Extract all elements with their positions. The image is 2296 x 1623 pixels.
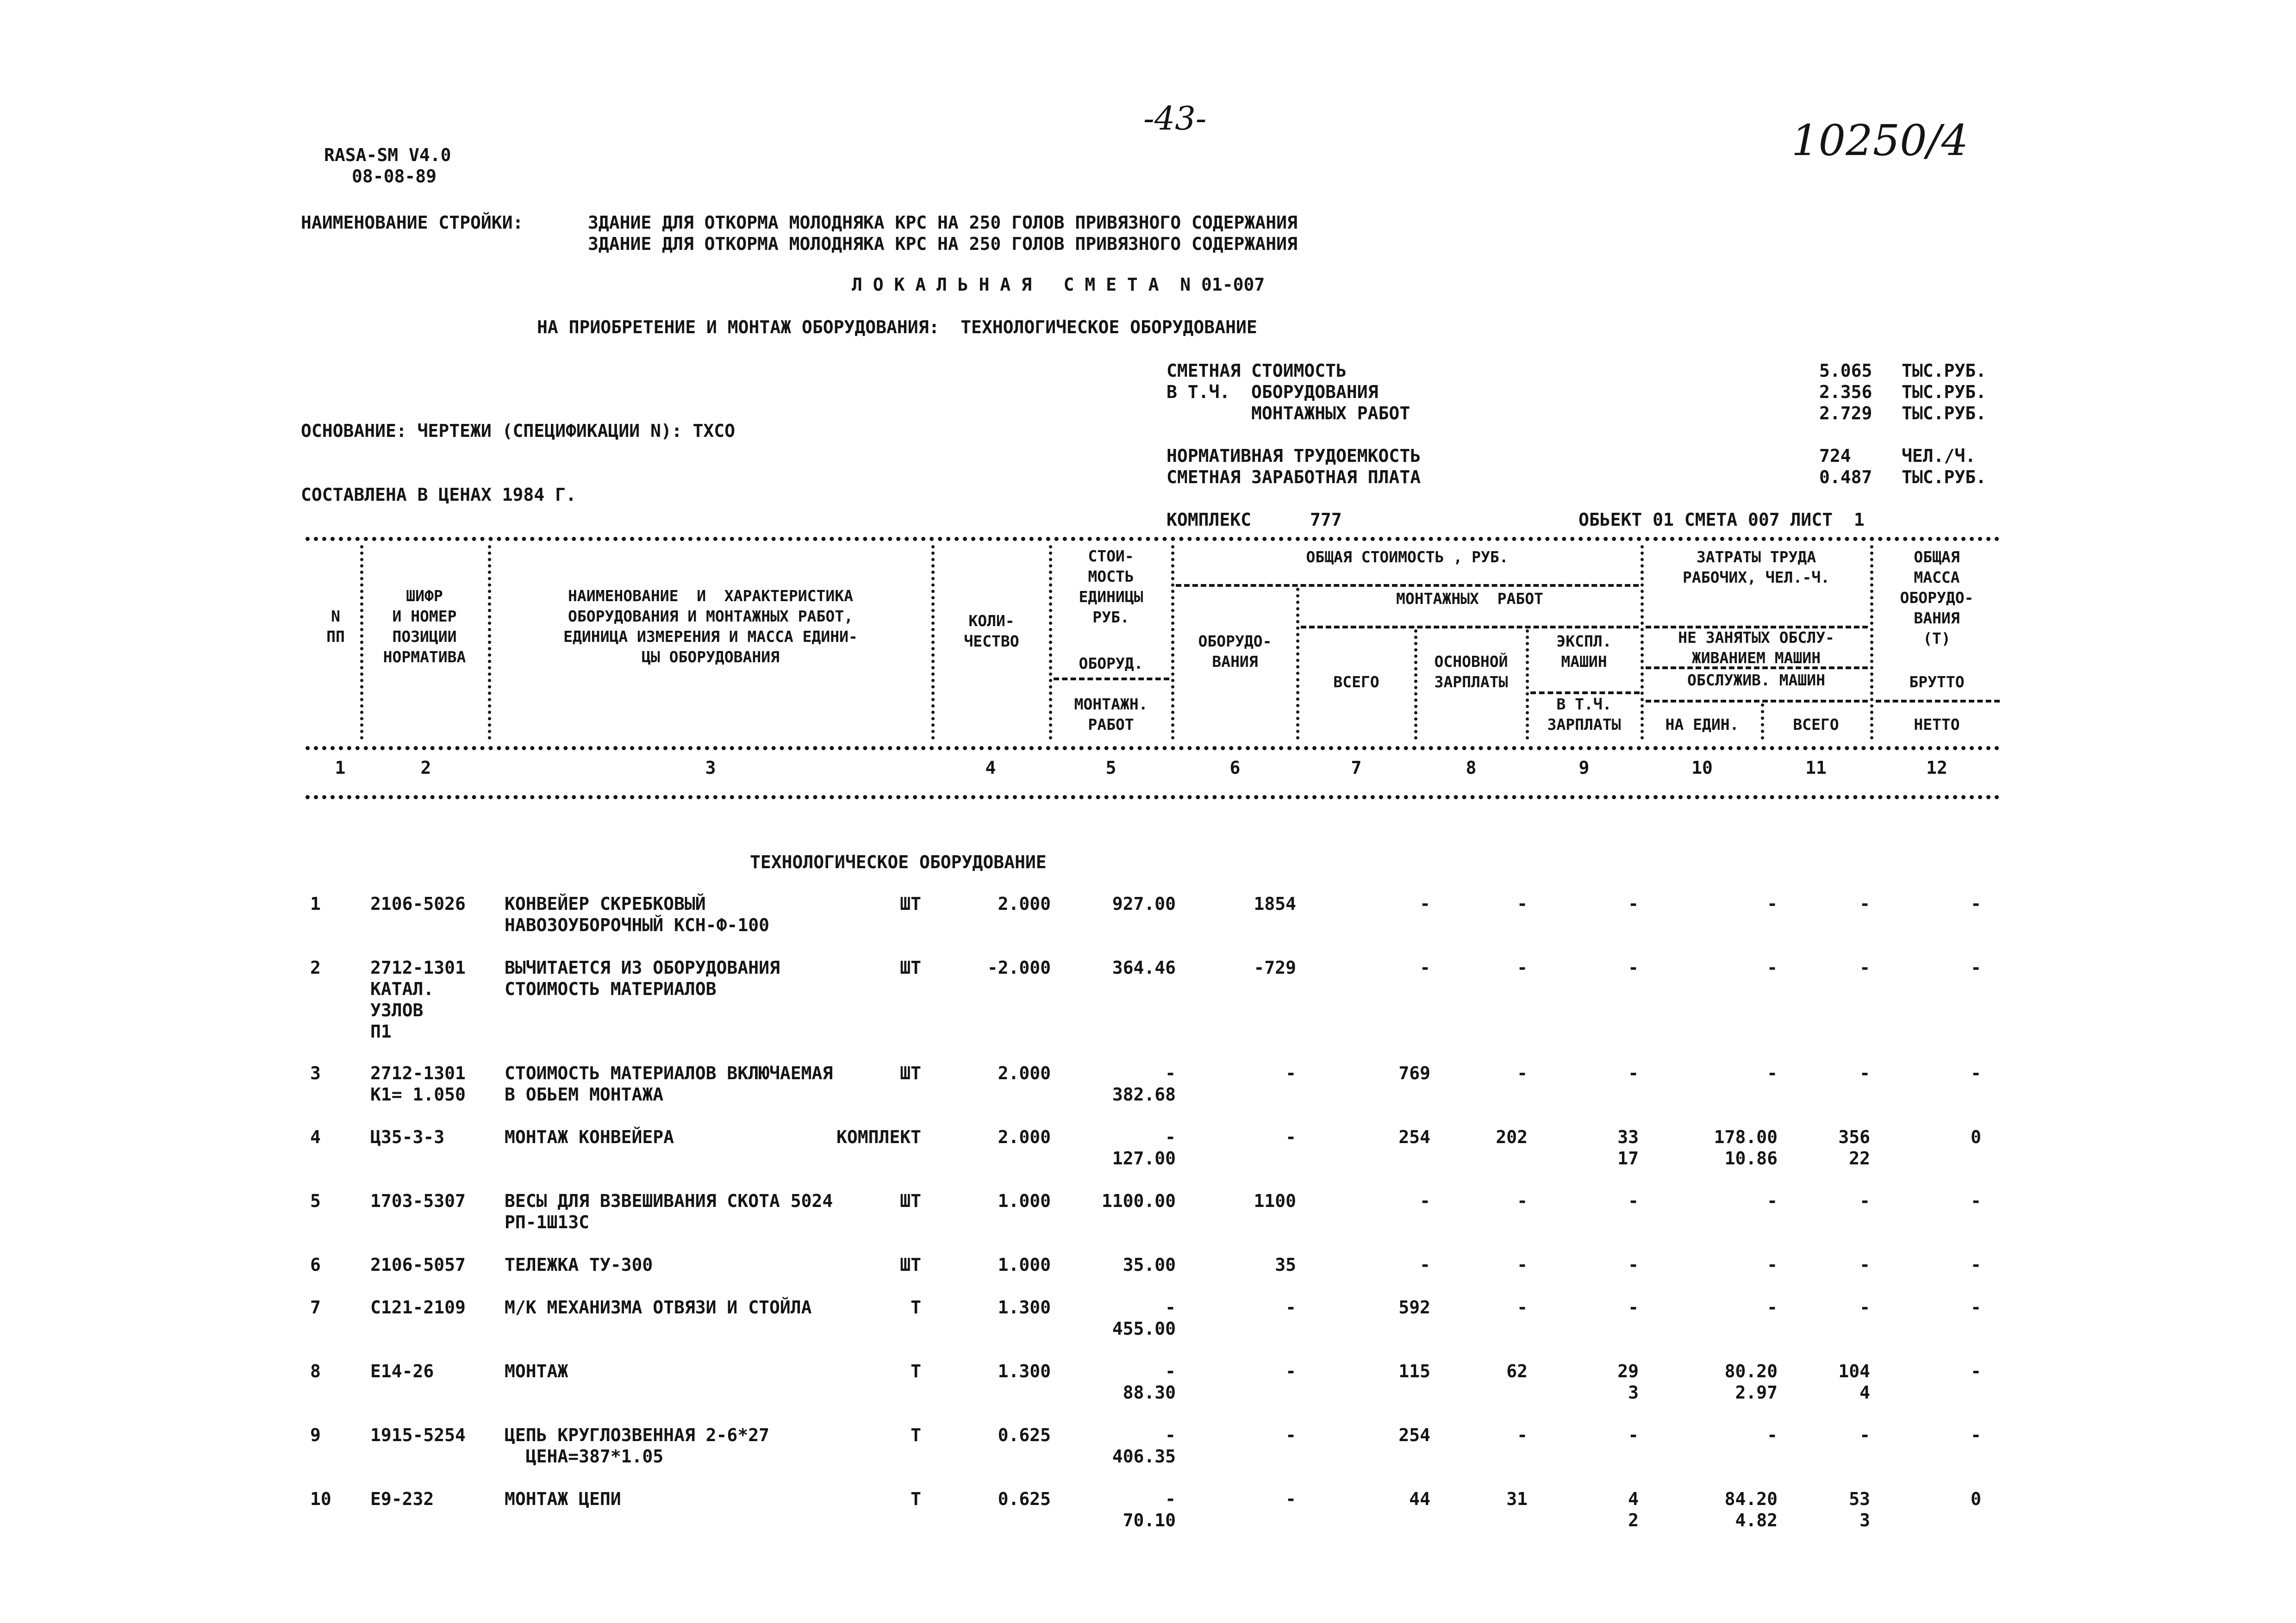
header-bottom-rule bbox=[306, 795, 2000, 799]
header-numbers-top-rule bbox=[306, 746, 2000, 750]
cell-mass: - bbox=[1971, 1361, 1981, 1381]
cell-n: 2 bbox=[310, 958, 321, 978]
cell-wage: - bbox=[1517, 1297, 1528, 1318]
hdr-col3: НАИМЕНОВАНИЕ И ХАРАКТЕРИСТИКА ОБОРУДОВАНИЯ И МОНТАЖНЫХ РАБОТ, ЕДИНИЦА ИЗМЕРЕНИЯ И МАССА ЕДИНИ- ЦЫ ОБОРУДОВАНИЯ bbox=[563, 587, 858, 666]
hdr-col5-bot: МОНТАЖН. РАБОТ bbox=[1074, 695, 1148, 734]
cell-code: С121-2109 bbox=[370, 1297, 466, 1318]
cell-equip: - bbox=[1285, 1489, 1296, 1509]
cell-wage: - bbox=[1517, 1425, 1528, 1445]
cell-n: 8 bbox=[310, 1361, 321, 1381]
cell-price: 35.00 bbox=[1123, 1255, 1176, 1275]
cell-total: 592 bbox=[1398, 1297, 1430, 1318]
cell-total: 769 bbox=[1398, 1063, 1430, 1083]
cell-labor-unit: - bbox=[1767, 1297, 1778, 1318]
cell-equip: 35 bbox=[1275, 1255, 1296, 1275]
summary-label-montage: МОНТАЖНЫХ РАБОТ bbox=[1167, 403, 1410, 423]
hdr-col2: ШИФР И НОМЕР ПОЗИЦИИ НОРМАТИВА bbox=[383, 587, 466, 666]
cell-total: 254 bbox=[1398, 1127, 1430, 1147]
summary-value-labor: 724 bbox=[1819, 446, 1851, 466]
cell-name: ВЕСЫ ДЛЯ ВЗВЕШИВАНИЯ СКОТА 5024 РП-1Ш13С bbox=[505, 1191, 833, 1232]
hdr-col9-bot: В Т.Ч. ЗАРПЛАТЫ bbox=[1547, 695, 1621, 734]
cell-unit: ШТ bbox=[900, 1191, 921, 1211]
col-sep-7 bbox=[1414, 629, 1417, 740]
cell-code: 2712-1301 КАТАЛ. УЗЛОВ П1 bbox=[370, 958, 466, 1042]
cell-wage: - bbox=[1517, 894, 1528, 914]
sub-rule-labor-3 bbox=[1646, 700, 1868, 703]
cell-mass: - bbox=[1971, 1063, 1981, 1083]
basis-line: ОСНОВАНИЕ: ЧЕРТЕЖИ (СПЕЦИФИКАЦИИ N): ТХСО bbox=[301, 421, 735, 441]
cell-mach: 4 2 bbox=[1628, 1489, 1639, 1530]
cell-labor-unit: - bbox=[1767, 1425, 1778, 1445]
col-number-6: 6 bbox=[1229, 758, 1241, 778]
cell-n: 6 bbox=[310, 1255, 321, 1275]
cell-name: МОНТАЖ КОНВЕЙЕРА bbox=[505, 1127, 674, 1147]
summary-value-wages: 0.487 bbox=[1819, 467, 1872, 487]
summary-unit-total: ТЫС.РУБ. bbox=[1902, 361, 1987, 381]
cell-unit: ШТ bbox=[900, 958, 921, 978]
hdr-col9-top: ЭКСПЛ. МАШИН bbox=[1556, 632, 1612, 671]
cell-unit: Т bbox=[911, 1361, 921, 1381]
cell-mach: 29 3 bbox=[1617, 1361, 1639, 1403]
cell-code: 2106-5026 bbox=[370, 894, 466, 914]
hdr-col12-top: ОБЩАЯ МАССА ОБОРУДО- ВАНИЯ (Т) bbox=[1900, 548, 1974, 647]
cell-total: - bbox=[1420, 1191, 1430, 1211]
cell-wage: - bbox=[1517, 1255, 1528, 1275]
cell-mach: 33 17 bbox=[1617, 1127, 1639, 1169]
hdr-col12-bot: НЕТТО bbox=[1914, 715, 1960, 734]
col-number-3: 3 bbox=[705, 758, 716, 778]
cell-total: - bbox=[1420, 1255, 1430, 1275]
summary-label-equipment: В Т.Ч. ОБОРУДОВАНИЯ bbox=[1167, 382, 1379, 402]
cell-name: М/К МЕХАНИЗМА ОТВЯЗИ И СТОЙЛА bbox=[505, 1297, 812, 1318]
page-number: -43- bbox=[1143, 99, 1207, 137]
col-number-1: 1 bbox=[335, 758, 346, 778]
cell-equip: - bbox=[1285, 1425, 1296, 1445]
col-number-2: 2 bbox=[420, 758, 431, 778]
cell-total: 254 bbox=[1398, 1425, 1430, 1445]
cell-labor-unit: - bbox=[1767, 1255, 1778, 1275]
cell-mach: - bbox=[1628, 958, 1639, 978]
cell-labor-total: - bbox=[1859, 958, 1870, 978]
cell-qty: 1.000 bbox=[998, 1255, 1051, 1275]
cell-unit: Т bbox=[911, 1425, 921, 1445]
cell-n: 7 bbox=[310, 1297, 321, 1318]
cell-mass: - bbox=[1971, 1255, 1981, 1275]
cell-wage: - bbox=[1517, 1063, 1528, 1083]
cell-name: СТОИМОСТЬ МАТЕРИАЛОВ ВКЛЮЧАЕМАЯ В ОБЬЕМ МОНТАЖА bbox=[505, 1063, 833, 1105]
construction-line-2: ЗДАНИЕ ДЛЯ ОТКОРМА МОЛОДНЯКА КРС НА 250 ГОЛОВ ПРИВЯЗНОГО СОДЕРЖАНИЯ bbox=[588, 234, 1298, 254]
cell-code: 1703-5307 bbox=[370, 1191, 466, 1211]
cell-unit: Т bbox=[911, 1489, 921, 1509]
cell-labor-unit: 80.20 2.97 bbox=[1724, 1361, 1778, 1403]
cell-labor-unit: - bbox=[1767, 958, 1778, 978]
cell-labor-total: - bbox=[1859, 1063, 1870, 1083]
cell-labor-total: 104 4 bbox=[1838, 1361, 1870, 1403]
cell-n: 1 bbox=[310, 894, 321, 914]
cell-code: 1915-5254 bbox=[370, 1425, 466, 1445]
hdr-total-cost: ОБЩАЯ СТОИМОСТЬ , РУБ. bbox=[1306, 548, 1509, 566]
program-date: 08-08-89 bbox=[352, 166, 437, 187]
summary-value-montage: 2.729 bbox=[1819, 403, 1872, 423]
hdr-col10: НА ЕДИН. bbox=[1665, 715, 1739, 734]
col-number-11: 11 bbox=[1805, 758, 1827, 778]
hdr-labor-sub1: НЕ ЗАНЯТЫХ ОБСЛУ- ЖИВАНИЕМ МАШИН bbox=[1678, 628, 1834, 667]
summary-unit-labor: ЧЕЛ./Ч. bbox=[1902, 446, 1976, 466]
cell-name: ТЕЛЕЖКА ТУ-300 bbox=[505, 1255, 653, 1275]
cell-unit: ШТ bbox=[900, 1063, 921, 1083]
cell-price: 364.46 bbox=[1112, 958, 1176, 978]
cell-equip: -729 bbox=[1254, 958, 1296, 978]
hdr-montage: МОНТАЖНЫХ РАБОТ bbox=[1396, 590, 1543, 608]
cell-labor-unit: - bbox=[1767, 894, 1778, 914]
cell-labor-total: 356 22 bbox=[1838, 1127, 1870, 1169]
cell-unit: ШТ bbox=[900, 1255, 921, 1275]
cell-labor-total: - bbox=[1859, 1297, 1870, 1318]
cell-price: - 406.35 bbox=[1112, 1425, 1176, 1467]
cell-labor-unit: - bbox=[1767, 1063, 1778, 1083]
cell-name: МОНТАЖ bbox=[505, 1361, 568, 1381]
hdr-col7: ВСЕГО bbox=[1333, 673, 1379, 691]
hdr-col12-mid: БРУТТО bbox=[1909, 673, 1965, 691]
sub-rule-total bbox=[1176, 584, 1639, 587]
col-number-8: 8 bbox=[1466, 758, 1477, 778]
construction-line-1: ЗДАНИЕ ДЛЯ ОТКОРМА МОЛОДНЯКА КРС НА 250 ГОЛОВ ПРИВЯЗНОГО СОДЕРЖАНИЯ bbox=[588, 212, 1298, 233]
cell-mass: - bbox=[1971, 958, 1981, 978]
col-number-5: 5 bbox=[1105, 758, 1117, 778]
cell-equip: 1854 bbox=[1254, 894, 1296, 914]
cell-n: 9 bbox=[310, 1425, 321, 1445]
sub-rule-montage bbox=[1301, 626, 1639, 628]
cell-labor-total: 53 3 bbox=[1849, 1489, 1870, 1530]
cell-mach: - bbox=[1628, 1425, 1639, 1445]
summary-unit-equipment: ТЫС.РУБ. bbox=[1902, 382, 1987, 402]
cell-labor-total: - bbox=[1859, 1191, 1870, 1211]
sub-rule-price bbox=[1054, 678, 1169, 680]
cell-wage: 31 bbox=[1506, 1489, 1528, 1509]
hdr-labor: ЗАТРАТЫ ТРУДА РАБОЧИХ, ЧЕЛ.-Ч. bbox=[1683, 548, 1830, 586]
hdr-col8: ОСНОВНОЙ ЗАРПЛАТЫ bbox=[1434, 653, 1508, 691]
summary-label-labor: НОРМАТИВНАЯ ТРУДОЕМКОСТЬ bbox=[1167, 446, 1421, 466]
cell-equip: - bbox=[1285, 1127, 1296, 1147]
cell-mach: - bbox=[1628, 1255, 1639, 1275]
cell-price: - 455.00 bbox=[1112, 1297, 1176, 1339]
col-sep-2 bbox=[488, 545, 491, 740]
col-number-10: 10 bbox=[1691, 758, 1713, 778]
cell-equip: 1100 bbox=[1254, 1191, 1296, 1211]
cell-price: - 127.00 bbox=[1112, 1127, 1176, 1169]
cell-n: 5 bbox=[310, 1191, 321, 1211]
hdr-col6: ОБОРУДО- ВАНИЯ bbox=[1198, 632, 1272, 671]
col-sep-6 bbox=[1296, 588, 1299, 740]
complex-value: 777 bbox=[1310, 510, 1342, 530]
cell-qty: 2.000 bbox=[998, 1127, 1051, 1147]
summary-value-total: 5.065 bbox=[1819, 361, 1872, 381]
cell-qty: 1.300 bbox=[998, 1297, 1051, 1318]
cell-name: МОНТАЖ ЦЕПИ bbox=[505, 1489, 621, 1509]
cell-code: Ц35-3-3 bbox=[370, 1127, 445, 1147]
summary-unit-montage: ТЫС.РУБ. bbox=[1902, 403, 1987, 423]
cell-mach: - bbox=[1628, 1063, 1639, 1083]
cell-qty: 0.625 bbox=[998, 1425, 1051, 1445]
cell-qty: 2.000 bbox=[998, 1063, 1051, 1083]
cell-price: 927.00 bbox=[1112, 894, 1176, 914]
cell-wage: - bbox=[1517, 958, 1528, 978]
cell-mass: - bbox=[1971, 1297, 1981, 1318]
cell-qty: -2.000 bbox=[987, 958, 1051, 978]
col-sep-11 bbox=[1870, 545, 1873, 740]
cell-labor-unit: 178.00 10.86 bbox=[1714, 1127, 1778, 1169]
col-sep-3 bbox=[931, 545, 935, 740]
cell-mass: 0 bbox=[1971, 1127, 1981, 1147]
cell-total: - bbox=[1420, 958, 1430, 978]
cell-n: 4 bbox=[310, 1127, 321, 1147]
cell-qty: 1.300 bbox=[998, 1361, 1051, 1381]
cell-mass: - bbox=[1971, 1425, 1981, 1445]
cell-price: - 382.68 bbox=[1112, 1063, 1176, 1105]
cell-price: - 88.30 bbox=[1123, 1361, 1176, 1403]
sub-rule-mass bbox=[1876, 700, 2000, 703]
col-number-9: 9 bbox=[1578, 758, 1590, 778]
cell-code: 2712-1301 К1= 1.050 bbox=[370, 1063, 466, 1105]
object-sheet-line: ОБЬЕКТ 01 СМЕТА 007 ЛИСТ 1 bbox=[1578, 510, 1865, 530]
complex-label: КОМПЛЕКС bbox=[1167, 510, 1252, 530]
cell-code: Е9-232 bbox=[370, 1489, 434, 1509]
cell-wage: 62 bbox=[1506, 1361, 1528, 1381]
cell-total: 44 bbox=[1409, 1489, 1430, 1509]
cell-mass: - bbox=[1971, 894, 1981, 914]
col-number-7: 7 bbox=[1351, 758, 1362, 778]
prices-line: СОСТАВЛЕНА В ЦЕНАХ 1984 Г. bbox=[301, 485, 576, 505]
construction-label: НАИМЕНОВАНИЕ СТРОЙКИ: bbox=[301, 212, 524, 233]
cell-equip: - bbox=[1285, 1297, 1296, 1318]
cell-labor-total: - bbox=[1859, 1255, 1870, 1275]
cell-labor-total: - bbox=[1859, 894, 1870, 914]
archive-number: 10250/4 bbox=[1791, 116, 1969, 165]
document-purpose: НА ПРИОБРЕТЕНИЕ И МОНТАЖ ОБОРУДОВАНИЯ: ТЕХНОЛОГИЧЕСКОЕ ОБОРУДОВАНИЕ bbox=[537, 317, 1257, 337]
cell-n: 3 bbox=[310, 1063, 321, 1083]
cell-wage: 202 bbox=[1496, 1127, 1528, 1147]
cell-mach: - bbox=[1628, 1191, 1639, 1211]
cell-total: - bbox=[1420, 894, 1430, 914]
cell-equip: - bbox=[1285, 1063, 1296, 1083]
summary-unit-wages: ТЫС.РУБ. bbox=[1902, 467, 1987, 487]
cell-wage: - bbox=[1517, 1191, 1528, 1211]
col-number-4: 4 bbox=[985, 758, 996, 778]
summary-label-wages: СМЕТНАЯ ЗАРАБОТНАЯ ПЛАТА bbox=[1167, 467, 1421, 487]
cell-price: - 70.10 bbox=[1123, 1489, 1176, 1530]
cell-qty: 2.000 bbox=[998, 894, 1051, 914]
cell-unit: ШТ bbox=[900, 894, 921, 914]
summary-label-total: СМЕТНАЯ СТОИМОСТЬ bbox=[1167, 361, 1347, 381]
cell-unit: Т bbox=[911, 1297, 921, 1318]
hdr-labor-sub2: ОБСЛУЖИВ. МАШИН bbox=[1687, 671, 1825, 689]
col-number-12: 12 bbox=[1926, 758, 1947, 778]
cell-total: 115 bbox=[1398, 1361, 1430, 1381]
cell-mach: - bbox=[1628, 1297, 1639, 1318]
cell-code: Е14-26 bbox=[370, 1361, 434, 1381]
cell-labor-unit: 84.20 4.82 bbox=[1724, 1489, 1778, 1530]
cell-mass: - bbox=[1971, 1191, 1981, 1211]
cell-n: 10 bbox=[310, 1489, 331, 1509]
cell-name: ВЫЧИТАЕТСЯ ИЗ ОБОРУДОВАНИЯ СТОИМОСТЬ МАТЕРИАЛОВ bbox=[505, 958, 780, 999]
hdr-col1: N ПП bbox=[326, 607, 345, 646]
header-top-rule bbox=[306, 537, 2000, 541]
hdr-col5-top: СТОИ- МОСТЬ ЕДИНИЦЫ РУБ. bbox=[1079, 547, 1143, 626]
document-title: Л О К А Л Ь Н А Я С М Е Т А N 01-007 bbox=[852, 274, 1265, 295]
section-title: ТЕХНОЛОГИЧЕСКОЕ ОБОРУДОВАНИЕ bbox=[750, 852, 1047, 872]
cell-labor-unit: - bbox=[1767, 1191, 1778, 1211]
program-name: RASA-SM V4.0 bbox=[324, 145, 451, 165]
cell-price: 1100.00 bbox=[1101, 1191, 1176, 1211]
cell-name: ЦЕПЬ КРУГЛОЗВЕННАЯ 2-6*27 ЦЕНА=387*1.05 bbox=[505, 1425, 769, 1467]
col-sep-5 bbox=[1171, 545, 1174, 740]
hdr-col11: ВСЕГО bbox=[1793, 715, 1839, 734]
cell-mach: - bbox=[1628, 894, 1639, 914]
cell-name: КОНВЕЙЕР СКРЕБКОВЫЙ НАВОЗОУБОРОЧНЫЙ КСН-Ф-100 bbox=[505, 894, 769, 935]
cell-unit: КОМПЛЕКТ bbox=[836, 1127, 921, 1147]
cell-qty: 1.000 bbox=[998, 1191, 1051, 1211]
cell-qty: 0.625 bbox=[998, 1489, 1051, 1509]
cell-equip: - bbox=[1285, 1361, 1296, 1381]
col-sep-9 bbox=[1641, 545, 1644, 740]
cell-labor-total: - bbox=[1859, 1425, 1870, 1445]
hdr-col5-mid: ОБОРУД. bbox=[1079, 654, 1143, 672]
cell-code: 2106-5057 bbox=[370, 1255, 466, 1275]
cell-mass: 0 bbox=[1971, 1489, 1981, 1509]
hdr-col4: КОЛИ- ЧЕСТВО bbox=[964, 612, 1019, 650]
summary-value-equipment: 2.356 bbox=[1819, 382, 1872, 402]
